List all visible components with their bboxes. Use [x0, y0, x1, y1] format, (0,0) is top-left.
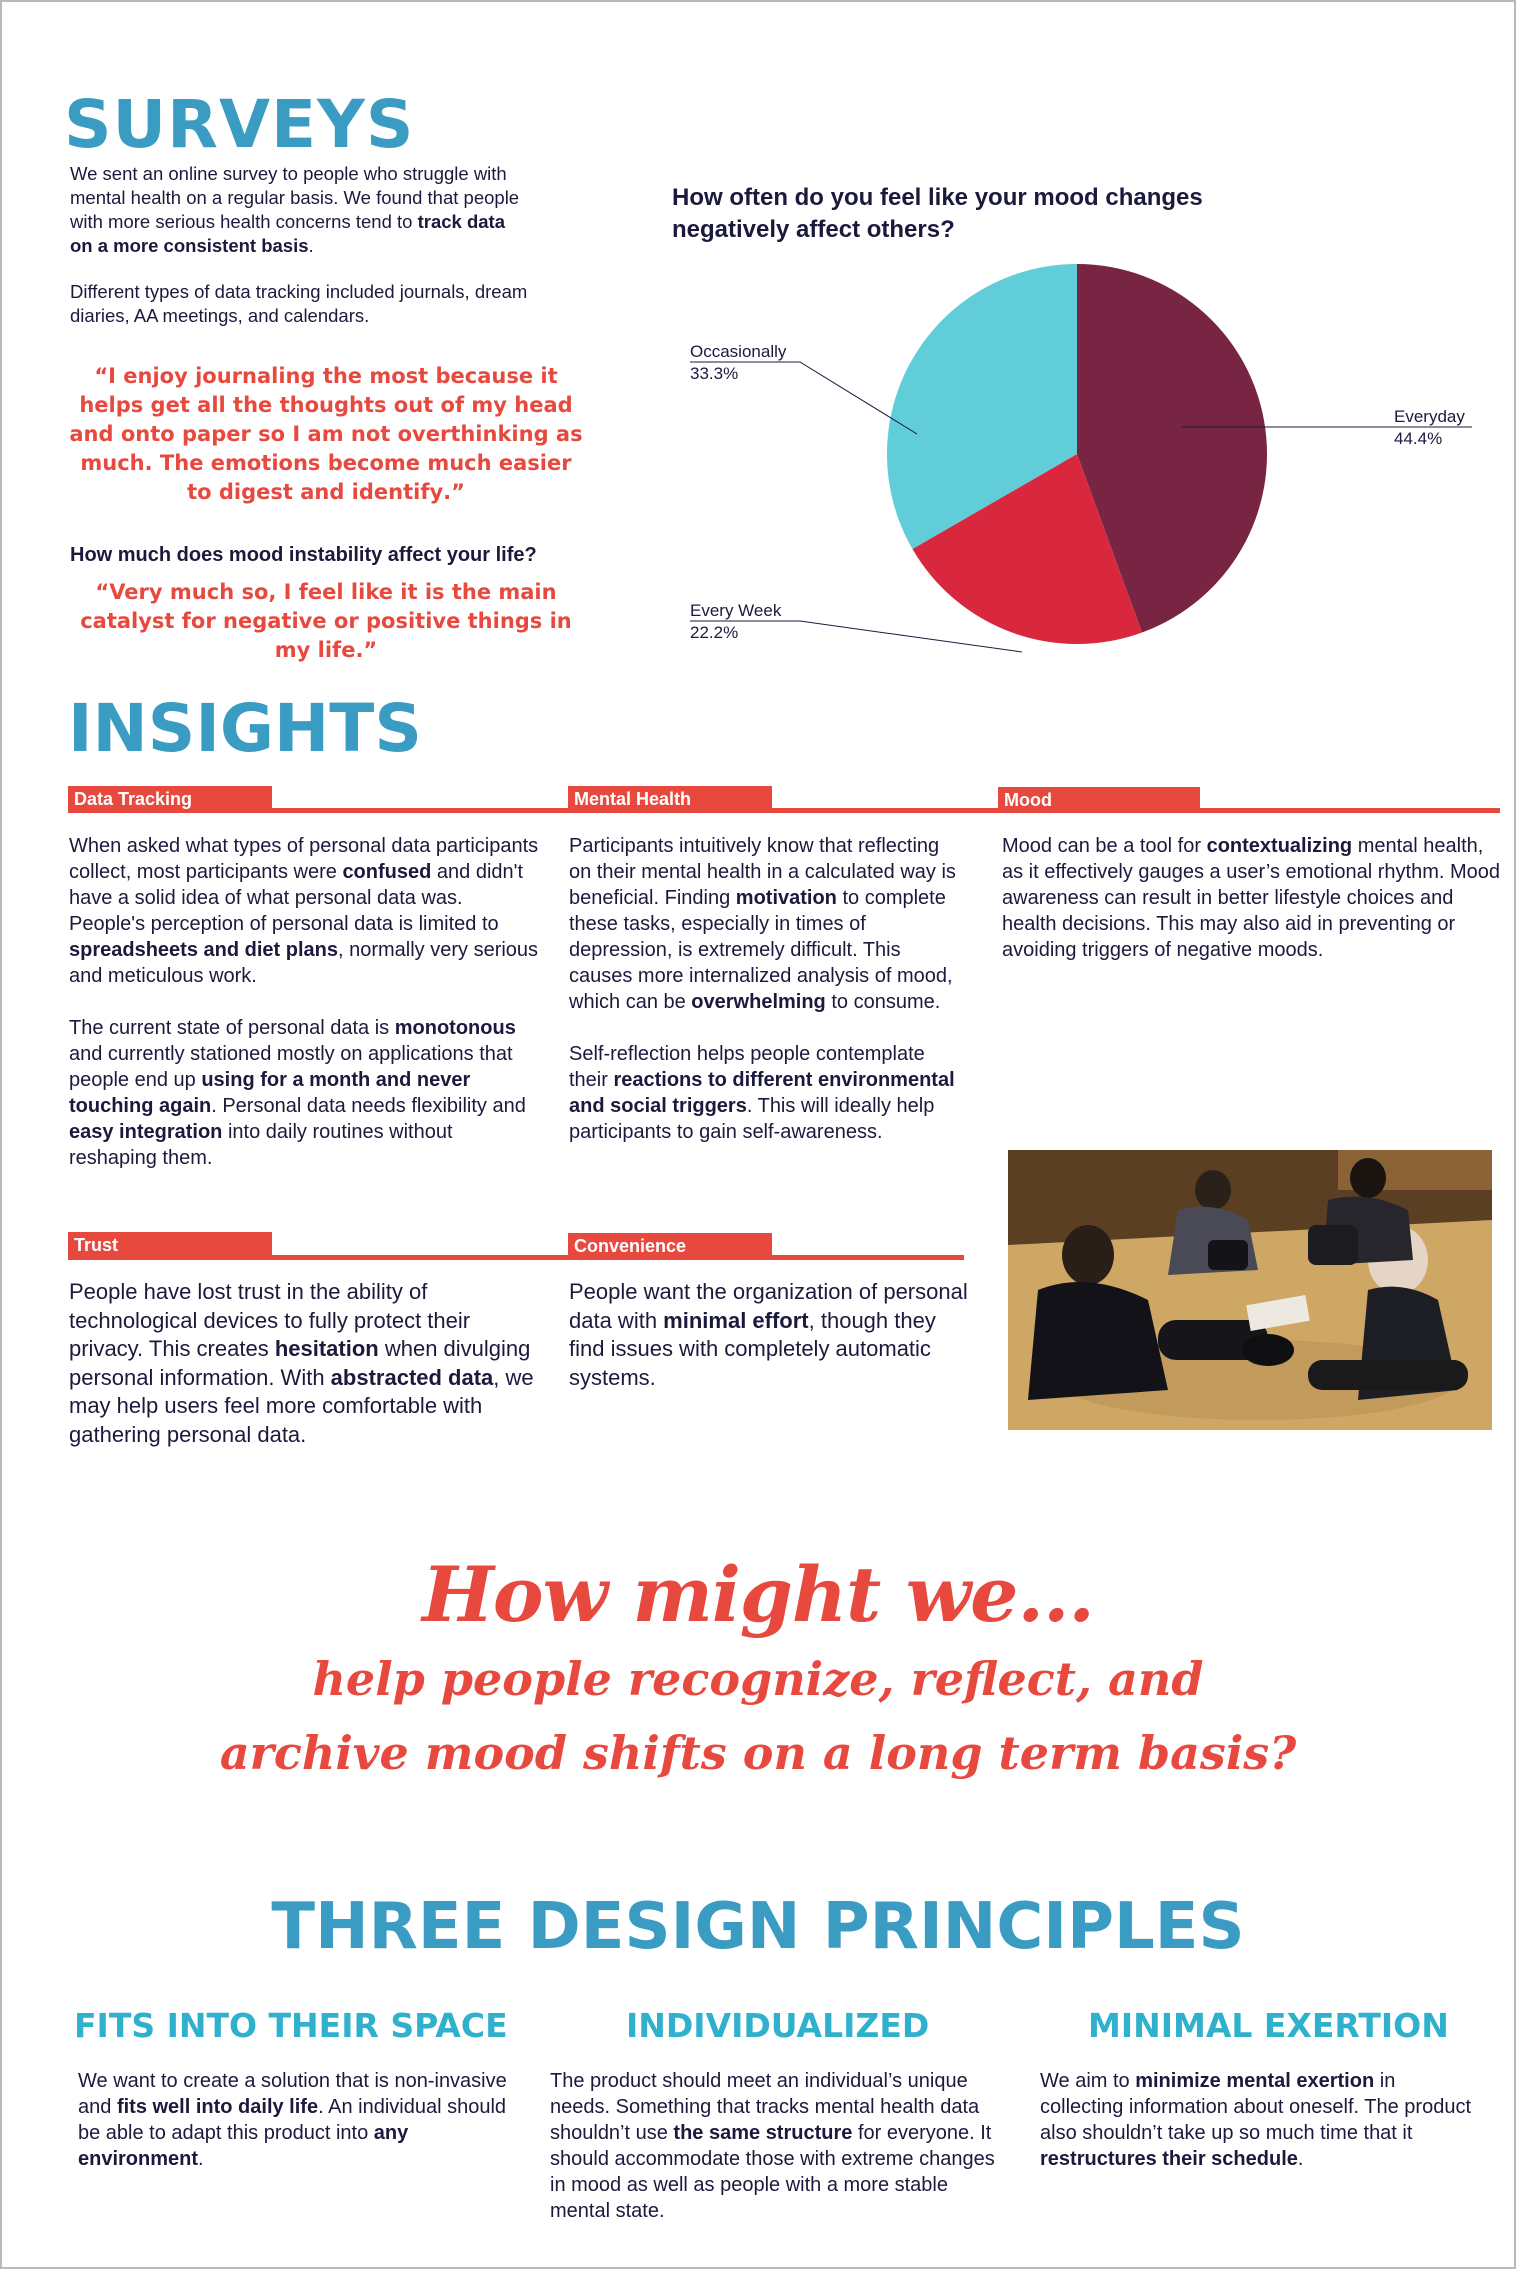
mh-p2-c: . This will ideally help participants to gain self-awareness. — [569, 1095, 935, 1143]
mood-p1-b: contextualizing — [1206, 835, 1353, 857]
mood-p1-c: mental health, as it effectively gauges a user’s emotional rhythm. Mood awareness can result in better lifestyle choices and health decisions. This may also aid in preventing or avoiding triggers of negative moods. — [1002, 835, 1501, 961]
pr1-b: fits well into daily life — [116, 2096, 319, 2118]
quote2-end: for negative or positive things in my life.” — [174, 609, 572, 662]
mood-instability-question: How much does mood instability affect your life? — [70, 544, 537, 566]
conv-a: People want the organization of personal data with — [569, 1279, 968, 1333]
tag-data-tracking: Data Tracking — [68, 786, 272, 812]
quote2-bold: main catalyst — [80, 580, 557, 633]
hmw-line-1: help people recognize, reflect, and — [312, 1652, 1204, 1706]
quote1-text: “I enjoy journaling the most because it helps get all the thoughts out of my head and onto paper so I am not overthinking as much. The emotions become — [69, 364, 583, 475]
hmw-line-2: archive mood shifts on a long term basis? — [219, 1726, 1297, 1780]
dt-p1-b: confused — [342, 861, 432, 883]
tag-mental-health: Mental Health — [568, 786, 772, 812]
mh-p1-c: to complete these tasks, especially in times of depression, is extremely difficult. This causes more internalized analysis of mood, which can be — [569, 887, 953, 1013]
pie-leader-line — [690, 621, 1022, 652]
pr3-b: minimize mental exertion — [1135, 2070, 1375, 2092]
mood-p1 — [1002, 833, 1502, 963]
surveys-title: SURVEYS — [64, 86, 415, 163]
dt-p2-d: using for a month and never touching again — [69, 1069, 471, 1117]
tag-convenience: Convenience — [568, 1233, 772, 1259]
mental-health-p2 — [569, 1041, 959, 1145]
pie-label-name: Occasionally — [690, 342, 787, 361]
tag-mood: Mood — [998, 787, 1200, 813]
pie-label-value: 33.3% — [690, 364, 739, 383]
mh-p1-a: Participants intuitively know that reflecting on their mental health in a calculated way is beneficial. Finding — [569, 835, 956, 909]
pr1-c: . An individual should be able to adapt this product into — [78, 2096, 507, 2144]
trust-body — [69, 1278, 549, 1449]
dt-p2-f: easy integration — [69, 1121, 223, 1143]
hmw-title: How might we... — [422, 1550, 1094, 1639]
principle-1-heading: FITS INTO THEIR SPACE — [74, 2006, 508, 2045]
trust-b: hesitation — [274, 1336, 379, 1361]
conv-b: minimal effort — [663, 1307, 809, 1333]
dt-p1-c: and didn't have a solid idea of what personal data was. People's perception of personal data is limited to — [69, 861, 524, 935]
catalyst-quote — [66, 578, 586, 665]
mh-p2-a: Self-reflection helps people contemplate their — [569, 1043, 925, 1091]
chart-title: How often do you feel like your mood changes negatively affect others? — [672, 184, 1203, 243]
data-tracking-body — [69, 833, 539, 1197]
tag-trust: Trust — [68, 1232, 272, 1258]
trust-e: , we may help users feel more comfortable with gathering personal data. — [69, 1364, 534, 1447]
quote1-bold: much easier to digest and identify — [187, 451, 572, 504]
trust-c: when divulging personal information. With — [69, 1336, 531, 1390]
principle-1-body — [78, 2068, 518, 2172]
principle-3-heading: MINIMAL EXERTION — [1088, 2006, 1449, 2045]
survey-types: Different types of data tracking included journals, dream diaries, AA meetings, and calendars. — [70, 281, 528, 326]
pr3-e: . — [1297, 2148, 1304, 2170]
dt-p2-a: The current state of personal data is — [69, 1017, 395, 1039]
insights-title: INSIGHTS — [68, 690, 422, 767]
pr1-e: . — [198, 2148, 204, 2170]
data-tracking-p2 — [69, 1015, 539, 1171]
survey-intro-bold: track data on a more consistent basis — [70, 211, 505, 256]
dt-p2-e: . Personal data needs flexibility and — [211, 1095, 526, 1117]
dt-p1-e: , normally very serious and meticulous work. — [69, 939, 539, 987]
journaling-quote — [66, 362, 586, 507]
pie-slices — [887, 264, 1267, 644]
dt-p2-b: monotonous — [394, 1017, 516, 1039]
pr2-c: for everyone. It should accommodate those with extreme changes in mood as well as people with a more stable mental state. — [550, 2122, 995, 2222]
principles-title: THREE DESIGN PRINCIPLES — [271, 1890, 1245, 1964]
participants-photo — [1008, 1150, 1492, 1430]
mood-p1-a: Mood can be a tool for — [1002, 835, 1207, 857]
mh-p2-b: reactions to different environmental and social triggers — [569, 1069, 955, 1117]
mental-health-p1 — [569, 833, 959, 1015]
data-tracking-p1 — [69, 833, 539, 989]
trust-d: abstracted data — [330, 1364, 494, 1390]
mh-p1-d: overwhelming — [691, 991, 826, 1013]
survey-intro-end: . — [308, 235, 314, 256]
pr3-a: We aim to — [1040, 2070, 1136, 2092]
mood-pie-chart — [672, 242, 1472, 662]
photo-illustration — [1008, 1150, 1492, 1430]
mh-p1-b: motivation — [735, 887, 837, 909]
mh-p1-e: to consume. — [825, 991, 941, 1013]
principle-2-body — [550, 2068, 1010, 2224]
pr1-a: We want to create a solution that is non-invasive and — [78, 2070, 507, 2118]
principle-2-heading: INDIVIDUALIZED — [626, 2006, 930, 2045]
quote1-end: .” — [443, 480, 465, 504]
pr2-a: The product should meet an individual’s unique needs. Something that tracks mental health data shouldn’t use — [550, 2070, 980, 2144]
pie-label-value: 44.4% — [1394, 429, 1443, 448]
dt-p2-c: and currently stationed mostly on applications that people end up — [69, 1043, 513, 1091]
mental-health-body — [569, 833, 959, 1171]
dt-p2-g: into daily routines without reshaping them. — [69, 1121, 453, 1169]
mood-body — [1002, 833, 1502, 989]
pie-label-name: Every Week — [690, 601, 782, 620]
survey-intro-text: We sent an online survey to people who struggle with mental health on a regular basis. We found that people with more serious health concerns tend to — [70, 163, 520, 232]
dt-p1-a: When asked what types of personal data participants collect, most participants were — [69, 835, 539, 883]
pie-label-value: 22.2% — [690, 623, 739, 642]
survey-intro — [70, 162, 530, 258]
insights-rule-top — [68, 808, 1500, 813]
convenience-body — [569, 1278, 969, 1392]
pie-label-name: Everyday — [1394, 407, 1465, 426]
pr1-d: any environment — [78, 2122, 409, 2170]
pr2-b: the same structure — [673, 2122, 853, 2144]
trust-a: People have lost trust in the ability of technological devices to fully protect their privacy. This creates — [69, 1279, 471, 1361]
pr3-d: restructures their schedule — [1040, 2148, 1298, 2170]
conv-c: , though they find issues with completely automatic systems. — [569, 1307, 936, 1390]
principle-3-body — [1040, 2068, 1480, 2172]
pr3-c: in collecting information about oneself. The product also shouldn’t take up so much time that it — [1040, 2070, 1472, 2144]
quote2-text: “Very much so, I feel like it is the — [95, 580, 499, 604]
dt-p1-d: spreadsheets and diet plans — [69, 939, 338, 961]
